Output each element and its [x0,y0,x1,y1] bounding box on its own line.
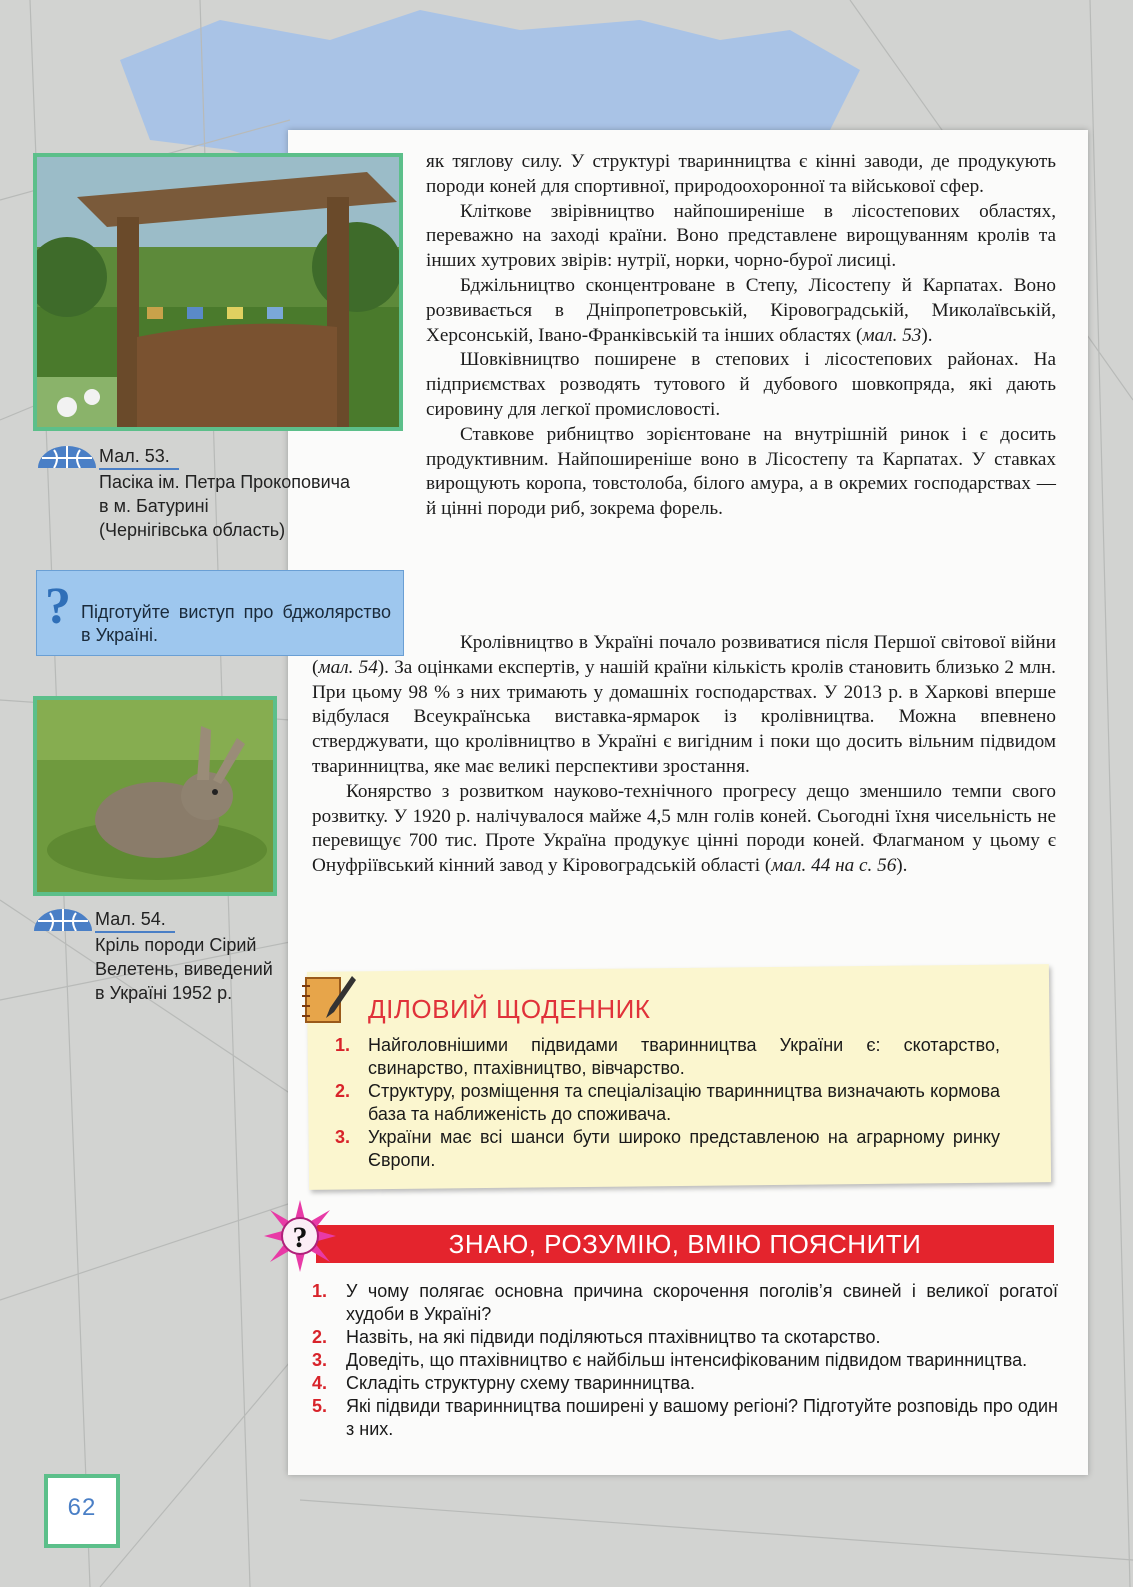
globe-icon [30,907,96,931]
rabbit-photo [33,696,277,896]
globe-icon [34,444,100,468]
business-diary-title: ДІЛОВИЙ ЩОДЕННИК [368,994,651,1024]
badge-question-mark: ? [292,1221,308,1254]
list-item: 3. Доведіть, що птахівництво є найбільш інтенсифікованим підвидом тваринництва. [312,1350,1028,1370]
business-diary-list [330,1034,1000,1172]
page-number: 62 [67,1494,97,1521]
paragraph-sericulture: Шовківництво поширене в степових і лісостепових районах. На підприємствах розводять тутового й дубового шовкопряда, які дають сировину для легкої промисловості. [426,349,1056,420]
task-text: Підготуйте виступ про бджолярство в Україні. [81,602,391,645]
figure-53-line3: (Чернігівська область) [99,520,286,540]
figure-54-caption [95,907,273,1005]
figure-53-caption [99,444,350,542]
figure-54-line3: в Україні 1952 р. [95,983,233,1003]
figure-54-line1: Кріль породи Сірий [95,935,257,955]
know-section-header [316,1225,1054,1263]
paragraph-horses: як тяглову силу. У структурі тваринництва є кінні заводи, де продукують породи коней для спортивної, природоохоронної та військової сфер. [426,151,1056,197]
question-mark-icon: ? [45,578,71,635]
figure-53-line2: в м. Батурині [99,496,209,516]
list-item: 1. Найголовнішими підвидами тваринництва України є: скотарство, свинарство, птахівництво, вівчарство. [335,1035,1000,1078]
apiary-photo [33,153,403,431]
figure-44-ref[interactable]: мал. 44 на с. 56 [771,855,897,877]
notebook-pen-icon [300,972,358,1028]
paragraph-rabbit-breeding: Кролівництво в Україні почало розвиватися після Першої світової війни (мал. 54). За оцінками експертів, у нашій країни кількість кролів становить близько 2 млн. При цьому 98 % з них тримають у домашніх господарствах. У 2013 р. в Харкові вперше відбулася Всеукраїнська виставка-ярмарок із кролівництва. Можна впевнено стверджувати, що кролівництво в Україні є вигідним і поки що досить вільним підвидом тваринництва, яке має великі перспективи зростання. [312,632,1056,777]
questions-list [312,1280,1058,1441]
body-text-lower [312,631,1056,879]
paragraph-fish-farming: Ставкове рибництво зорієнтоване на внутрішній ринок і є досить продуктивним. Найпоширеніше воно в Лісостепу та Карпатах. У ставках вирощують коропа, товстолоба, білого амура, а в окремих господарствах — й цінні породи риб, зокрема форель. [426,423,1056,520]
page-number-box [44,1474,120,1548]
body-text-upper [426,150,1056,522]
list-item: 3. України має всі шанси бути широко представленою на аграрному ринку Європи. [335,1127,1000,1170]
figure-53-label: Мал. 53. [99,444,179,470]
paragraph-horse-breeding: Конярство з розвитком науково-технічного прогресу дещо зменшило темпи свого розвитку. У 1920 р. налічувалося майже 4,5 млн голів коней. Сьогодні їхня чисельність не перевищує 700 тис. Проте Україна продукує цінні породи коней. Флагманом у цьому є Онуфріївський кінний завод у Кіровоградській області (мал. 44 на с. 56). [312,780,1056,877]
figure-54-line2: Велетень, виведений [95,959,273,979]
figure-53-line1: Пасіка ім. Петра Прокоповича [99,472,351,492]
figure-53-ref[interactable]: мал. 53 [862,324,922,346]
figure-54-ref[interactable]: мал. 54 [318,656,378,678]
know-section-title: ЗНАЮ, РОЗУМІЮ, ВМІЮ ПОЯСНИТИ [448,1229,922,1259]
list-item: 4. Складіть структурну схему тваринництва. [312,1373,695,1393]
list-item: 5. Які підвиди тваринництва поширені у вашому регіоні? Підготуйте розповідь про один з них. [312,1396,1058,1439]
paragraph-beekeeping: Бджільництво сконцентроване в Степу, Лісостепу й Карпатах. Воно розвивається в Дніпропетровській, Кіровоградській, Миколаївській, Херсонській, Івано-Франківській та інших областях (мал. 53). [426,274,1056,346]
figure-54-label: Мал. 54. [95,907,175,933]
list-item: 2. Структуру, розміщення та спеціалізацію тваринництва визначають кормова база та наближеність до споживача. [335,1081,1000,1124]
paragraph-fur-farming: Кліткове звірівництво найпоширеніше в лісостепових областях, переважно на заході країни. Воно представлене вирощуванням кролів та інших хутрових звірів: нутрії, норки, чорно-бурої лисиці. [426,200,1056,272]
list-item: 1. У чому полягає основна причина скорочення поголів’я свиней і великої рогатої худоби в Україні? [312,1281,1058,1324]
list-item: 2. Назвіть, на які підвиди поділяються птахівництво та скотарство. [312,1327,881,1347]
question-star-icon [264,1200,336,1272]
